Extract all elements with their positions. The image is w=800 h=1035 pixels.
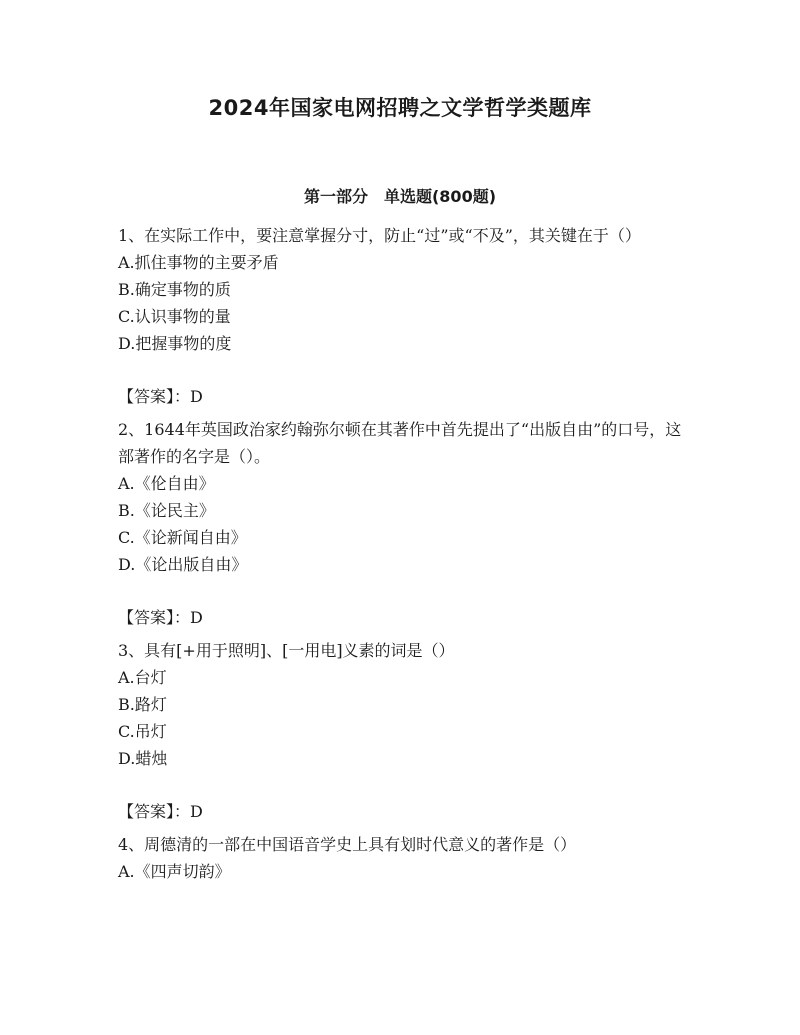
question-2 [118, 416, 688, 631]
option-a: A.《伦自由》 [118, 474, 215, 493]
option-list [118, 664, 688, 772]
page-title: 2024年国家电网招聘之文学哲学类题库 [208, 96, 592, 120]
question-1 [118, 222, 688, 410]
option-list [118, 470, 688, 578]
option-c: C.《论新闻自由》 [118, 528, 247, 547]
option-a: A.《四声切韵》 [118, 862, 231, 881]
option-d: D.把握事物的度 [118, 334, 232, 353]
option-a: A.抓住事物的主要矛盾 [118, 253, 279, 272]
option-b: B.《论民主》 [118, 501, 215, 520]
answer-line [118, 383, 688, 410]
option-d: D.蜡烛 [118, 749, 168, 768]
option-c: C.认识事物的量 [118, 307, 231, 326]
question-3 [118, 637, 688, 825]
answer-label: 【答案】 [118, 802, 175, 821]
question-stem: 4、周德清的一部在中国语音学史上具有划时代意义的著作是（） [118, 835, 577, 854]
answer-line [118, 798, 688, 825]
question-4 [118, 831, 688, 885]
question-stem: 3、具有[+用于照明]、[一用电]义素的词是（） [118, 641, 455, 660]
answer-label: 【答案】 [118, 608, 175, 627]
option-c: C.吊灯 [118, 722, 167, 741]
option-b: B.确定事物的质 [118, 280, 231, 299]
question-stem: 1、在实际工作中，要注意掌握分寸，防止“过”或“不及”，其关键在于（） [118, 226, 641, 245]
option-list [118, 249, 688, 357]
answer-line [118, 604, 688, 631]
answer-value: ：D [174, 802, 203, 821]
answer-value: ：D [174, 387, 203, 406]
option-b: B.路灯 [118, 695, 167, 714]
section-title: 第一部分 单选题(800题) [303, 187, 497, 206]
option-d: D.《论出版自由》 [118, 555, 248, 574]
question-stem: 2、1644年英国政治家约翰弥尔顿在其著作中首先提出了“出版自由”的口号，这部著作的名字是（）。 [118, 420, 682, 466]
option-a: A.台灯 [118, 668, 167, 687]
answer-value: ：D [174, 608, 203, 627]
answer-label: 【答案】 [118, 387, 175, 406]
question-list [118, 222, 688, 885]
option-list [118, 858, 688, 885]
